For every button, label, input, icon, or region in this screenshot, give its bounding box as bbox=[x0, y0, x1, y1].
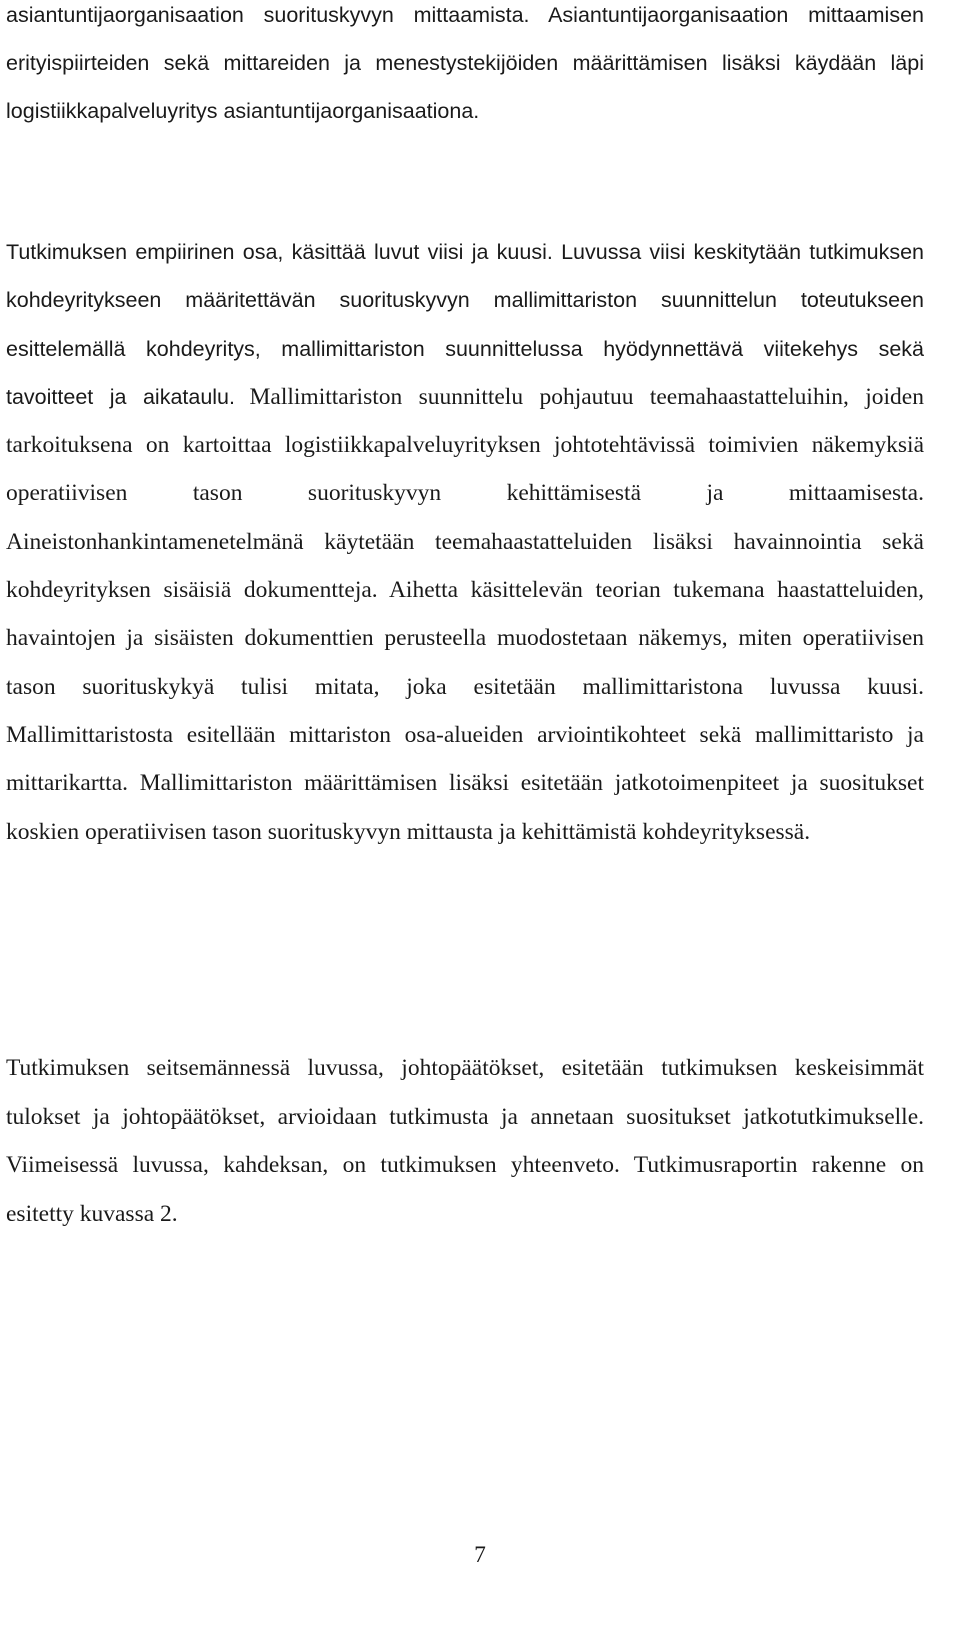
paragraph-empirical-part-sans-text: Tutkimuksen empiirinen osa, käsittää luvut viisi ja kuusi. Luvussa viisi keskitytään tutkimuksen kohdeyritykseen määritettävän suorituskyvyn mallimittariston suunnittelun toteutukseen esittelemällä kohdeyritys, mallimittariston suunnittelussa hyödynnettävä viitekehys sekä tavoitteet ja aikataulu. bbox=[6, 240, 924, 409]
page-number: 7 bbox=[474, 1542, 486, 1568]
paragraph-empirical-part bbox=[6, 228, 924, 856]
paragraph-conclusions: Tutkimuksen seitsemännessä luvussa, johtopäätökset, esitetään tutkimuksen keskeisimmät tulokset ja johtopäätökset, arvioidaan tutkimusta ja annetaan suositukset jatkotutkimukselle. Viimeisessä luvussa, kahdeksan, on tutkimuksen yhteenveto. Tutkimusraportin rakenne on esitetty kuvassa 2. bbox=[6, 1055, 924, 1227]
paragraph-empirical-part-serif-text: Mallimittariston suunnittelu pohjautuu teemahaastatteluihin, joiden tarkoituksena on kartoittaa logistiikkapalveluyrityksen johtotehtävissä toimivien näkemyksiä operatiivisen tason suorituskyvyn kehittämisestä ja mittaamisesta. Aineistonhankintamenetelmänä käytetään teemahaastatteluiden lisäksi havainnointia sekä kohdeyrityksen sisäisiä dokumentteja. Aihetta käsittelevän teorian tukemana haastatteluiden, havaintojen ja sisäisten dokumenttien perusteella muodostetaan näkemys, miten operatiivisen tason suorituskykyä tulisi mitata, joka esitetään mallimittaristona luvussa kuusi. Mallimittaristosta esitellään mittariston osa-alueiden arviointikohteet sekä mallimittaristo ja mittarikartta. Mallimittariston määrittämisen lisäksi esitetään jatkotoimenpiteet ja suositukset koskien operatiivisen tason suorituskyvyn mittausta ja kehittämistä kohdeyrityksessä. bbox=[6, 383, 924, 845]
paragraph-intro-end: asiantuntijaorganisaation suorituskyvyn mittaamista. Asiantuntijaorganisaation mittaamisen erityispiirteiden sekä mittareiden ja menestystekijöiden määrittämisen lisäksi käydään läpi logistiikkapalveluyritys asiantuntijaorganisaationa. bbox=[6, 3, 924, 123]
